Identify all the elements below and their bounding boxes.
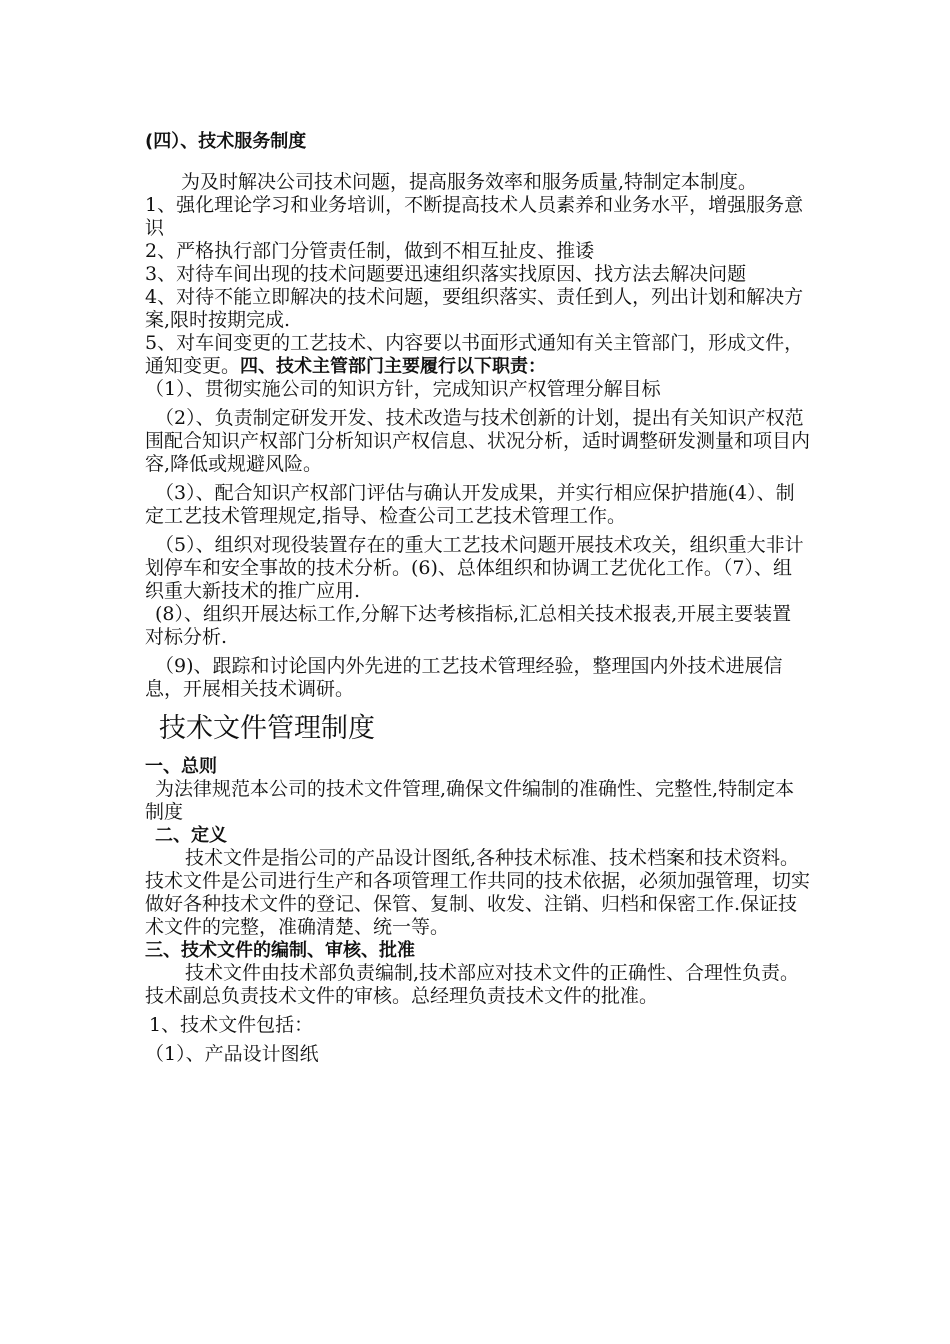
compile-text: 技术文件由技术部负责编制,技术部应对技术文件的正确性、合理性负责。技术副总负责技术文件的审核。总经理负责技术文件的批准。 <box>145 962 800 1007</box>
service-item-2: 2、严格执行部门分管责任制，做到不相互扯皮、推诿 <box>145 240 595 262</box>
general-heading: 一、总则 <box>145 756 217 777</box>
general-text: 为法律规范本公司的技术文件管理,确保文件编制的准确性、完整性,特制定本制度 <box>145 778 795 823</box>
service-item-1: 1、强化理论学习和业务培训，不断提高技术人员素养和业务水平，增强服务意识 <box>145 194 804 239</box>
duty-2: （2）、负责制定研发开发、技术改造与技术创新的计划，提出有关知识产权范围配合知识产权部门分析知识产权信息、状况分析，适时调整研发测量和项目内容,降低或规避风险。 <box>145 407 811 475</box>
intro-paragraph: 为及时解决公司技术问题，提高服务效率和服务质量,特制定本制度。 <box>181 171 758 193</box>
duty-1: （1）、贯彻实施公司的知识方针，完成知识产权管理分解目标 <box>145 378 661 400</box>
service-item-5-text: 5、对车间变更的工艺技术、内容要以书面形式通知有关主管部门，形成文件，通知变更。 <box>145 332 804 377</box>
duty-9: （9)、跟踪和讨论国内外先进的工艺技术管理经验，整理国内外技术进展信息，开展相关技术调研。 <box>145 655 783 700</box>
duty-8: (8）、组织开展达标工作,分解下达考核指标,汇总相关技术报表,开展主要装置对标分析. <box>145 603 792 648</box>
section-heading-tech-service: (四）、技术服务制度 <box>145 131 307 152</box>
definition-text: 技术文件是指公司的产品设计图纸,各种技术标准、技术档案和技术资料。 技术文件是公司进行生产和各项管理工作共同的技术依据，必须加强管理，切实做好各种技术文件的登记、保管、复制、收发、注销、归档和保密工作.保证技术文件的完整，准确清楚、统一等。 <box>145 847 811 938</box>
definition-heading: 二、定义 <box>155 825 227 846</box>
list-intro: 1、技术文件包括： <box>149 1014 314 1036</box>
service-item-5 <box>145 332 810 378</box>
service-item-4: 4、对待不能立即解决的技术问题，要组织落实、责任到人，列出计划和解决方案,限时按期完成. <box>145 286 804 331</box>
service-item-3: 3、对待车间出现的技术问题要迅速组织落实找原因、找方法去解决问题 <box>145 263 747 285</box>
document-page <box>145 130 810 1066</box>
duty-3: （3）、配合知识产权部门评估与确认开发成果，并实行相应保护措施(4）、制定工艺技术管理规定,指导、检查公司工艺技术管理工作。 <box>145 482 795 527</box>
list-item-1: （1）、产品设计图纸 <box>145 1043 319 1065</box>
compile-heading: 三、技术文件的编制、审核、批准 <box>145 940 415 961</box>
duties-heading: 四、技术主管部门主要履行以下职责： <box>240 356 547 377</box>
duty-5-7: （5）、组织对现役装置存在的重大工艺技术问题开展技术攻关，组织重大非计划停车和安全事故的技术分析。(6)、总体组织和协调工艺优化工作。（7）、组织重大新技术的推广应用. <box>145 534 804 602</box>
doc-mgmt-title: 技术文件管理制度 <box>159 713 375 744</box>
